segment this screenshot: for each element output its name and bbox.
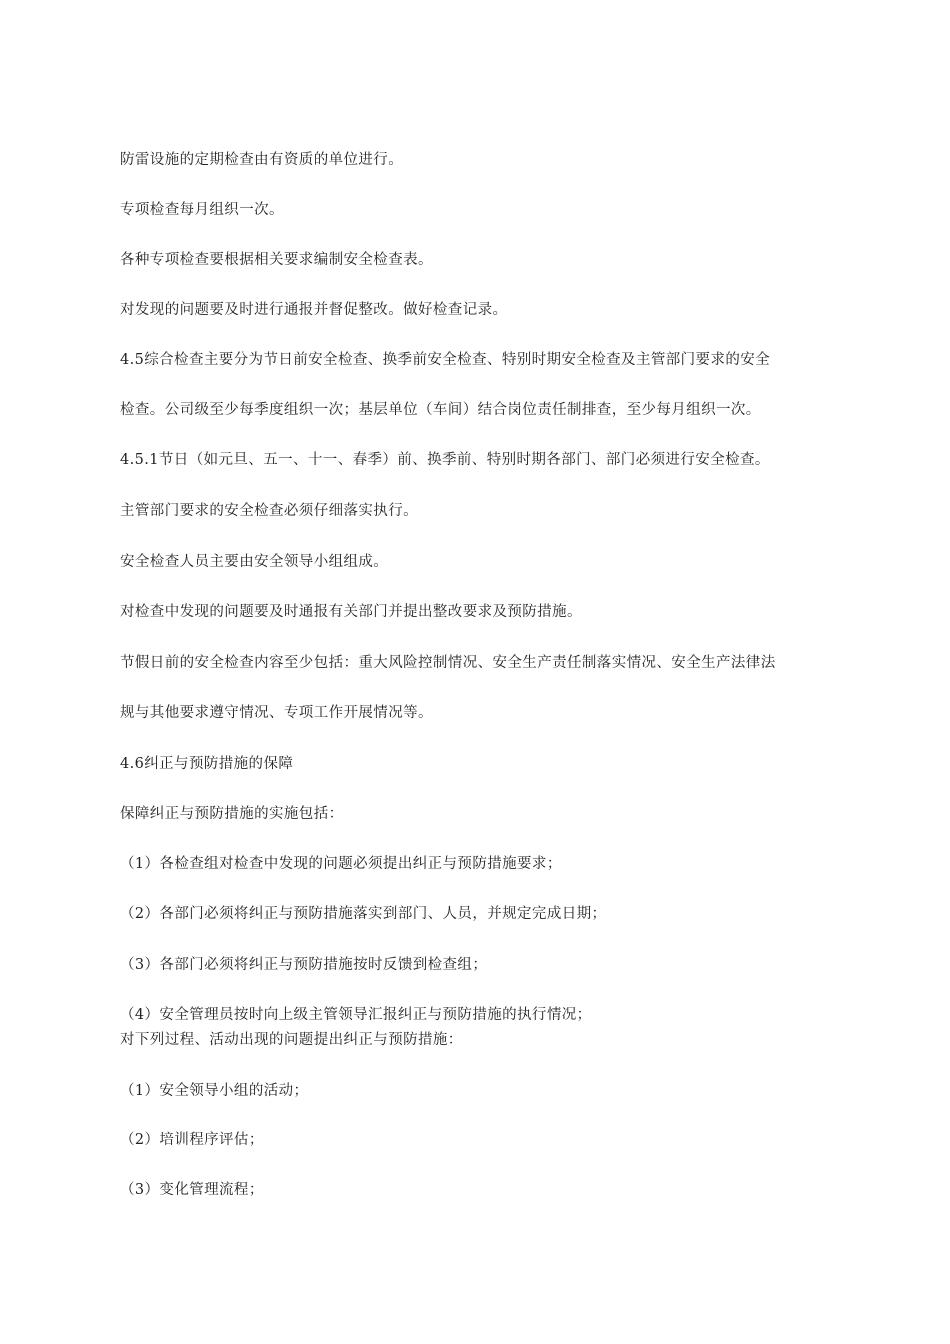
text-line: 4.5.1节日（如元旦、五一、十一、春季）前、换季前、特别时期各部门、部门必须进行安全检查。 xyxy=(120,452,770,468)
text-line: 节假日前的安全检查内容至少包括：重大风险控制情况、安全生产责任制落实情况、安全生产法律法 xyxy=(120,655,776,671)
text-line: 保障纠正与预防措施的实施包括： xyxy=(120,806,344,822)
text-line: 4.6纠正与预防措施的保障 xyxy=(120,756,294,772)
text-line: 对发现的问题要及时进行通报并督促整改。做好检查记录。 xyxy=(120,302,508,318)
text-line: 安全检查人员主要由安全领导小组组成。 xyxy=(120,554,389,570)
text-line: （3）变化管理流程； xyxy=(120,1182,264,1198)
text-line: 4.5综合检查主要分为节日前安全检查、换季前安全检查、特别时期安全检查及主管部门要求的安全 xyxy=(120,352,771,368)
text-line: 主管部门要求的安全检查必须仔细落实执行。 xyxy=(120,503,418,519)
text-line: 对检查中发现的问题要及时通报有关部门并提出整改要求及预防措施。 xyxy=(120,604,582,620)
text-line: 规与其他要求遵守情况、专项工作开展情况等。 xyxy=(120,705,433,721)
text-line: （2）培训程序评估； xyxy=(120,1132,264,1148)
text-line: 防雷设施的定期检查由有资质的单位进行。 xyxy=(120,152,404,168)
text-line: （1）安全领导小组的活动； xyxy=(120,1083,309,1099)
text-line: 检查。公司级至少每季度组织一次；基层单位（车间）结合岗位责任制排查，至少每月组织一次。 xyxy=(120,402,761,418)
text-line: （1）各检查组对检查中发现的问题必须提出纠正与预防措施要求； xyxy=(120,856,562,872)
text-line: 各种专项检查要根据相关要求编制安全检查表。 xyxy=(120,252,433,268)
text-line: （2）各部门必须将纠正与预防措施落实到部门、人员，并规定完成日期； xyxy=(120,906,607,922)
text-line: 专项检查每月组织一次。 xyxy=(120,202,284,218)
text-line: 对下列过程、活动出现的问题提出纠正与预防措施： xyxy=(120,1032,463,1048)
text-line: （4）安全管理员按时向上级主管领导汇报纠正与预防措施的执行情况； xyxy=(120,1007,592,1023)
text-line: （3）各部门必须将纠正与预防措施按时反馈到检查组； xyxy=(120,957,488,973)
